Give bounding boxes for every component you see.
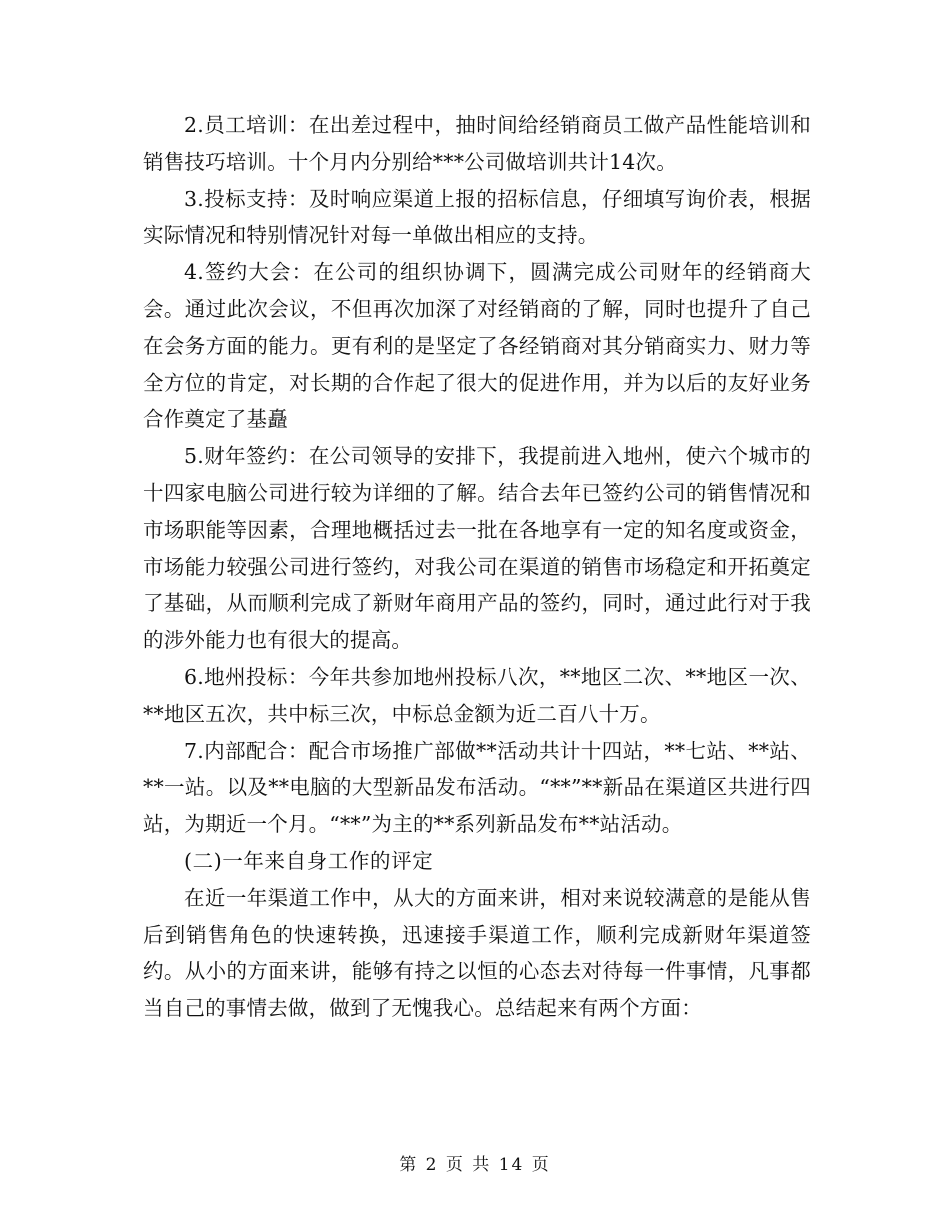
section-heading-self-evaluation: (二)一年来自身工作的评定	[184, 848, 434, 873]
paragraph-regional-bidding: 6.地州投标：今年共参加地州投标八次，**地区二次、**地区一次、**地区五次，共中标三次，中标总金额为近二百八十万。	[143, 664, 811, 726]
paragraph-fiscal-year-signing: 5.财年签约：在公司领导的安排下，我提前进入地州，使六个城市的十四家电脑公司进行较为详细的了解。结合去年已签约公司的销售情况和市场职能等因素，合理地概括过去一批在各地享有一定的知名度或资金，市场能力较强公司进行签约，对我公司在渠道的销售市场稳定和开拓奠定了基础，从而顺利完成了新财年商用产品的签约，同时，通过此行对于我的涉外能力也有很大的提高。	[143, 444, 811, 653]
paragraph-staff-training: 2.员工培训：在出差过程中，抽时间给经销商员工做产品性能培训和销售技巧培训。十个月内分别给***公司做培训共计14次。	[143, 113, 811, 174]
page-number-footer: 第 2 页 共 14 页	[399, 1155, 551, 1175]
paragraph-bid-support: 3.投标支持：及时响应渠道上报的招标信息，仔细填写询价表，根据实际情况和特别情况针对每一单做出相应的支持。	[143, 186, 811, 248]
paragraph-self-evaluation: 在近一年渠道工作中，从大的方面来讲，相对来说较满意的是能从售后到销售角色的快速转换，迅速接手渠道工作，顺利完成新财年渠道签约。从小的方面来讲，能够有持之以恒的心态去对待每一件事情，凡事都当自己的事情去做，做到了无愧我心。总结起来有两个方面：	[143, 885, 811, 1021]
document-body	[143, 107, 811, 1027]
paragraph-signing-conference: 4.签约大会：在公司的组织协调下，圆满完成公司财年的经销商大会。通过此次会议，不但再次加深了对经销商的了解，同时也提升了自己在会务方面的能力。更有利的是坚定了各经销商对其分销商实力、财力等全方位的肯定，对长期的合作起了很大的促进作用，并为以后的友好业务合作奠定了基矗	[143, 260, 811, 432]
paragraph-internal-cooperation: 7.内部配合：配合市场推广部做**活动共计十四站，**七站、**站、**一站。以及**电脑的大型新品发布活动。“**”**新品在渠道区共进行四站，为期近一个月。“**”为主的**系列新品发布**站活动。	[143, 738, 811, 837]
